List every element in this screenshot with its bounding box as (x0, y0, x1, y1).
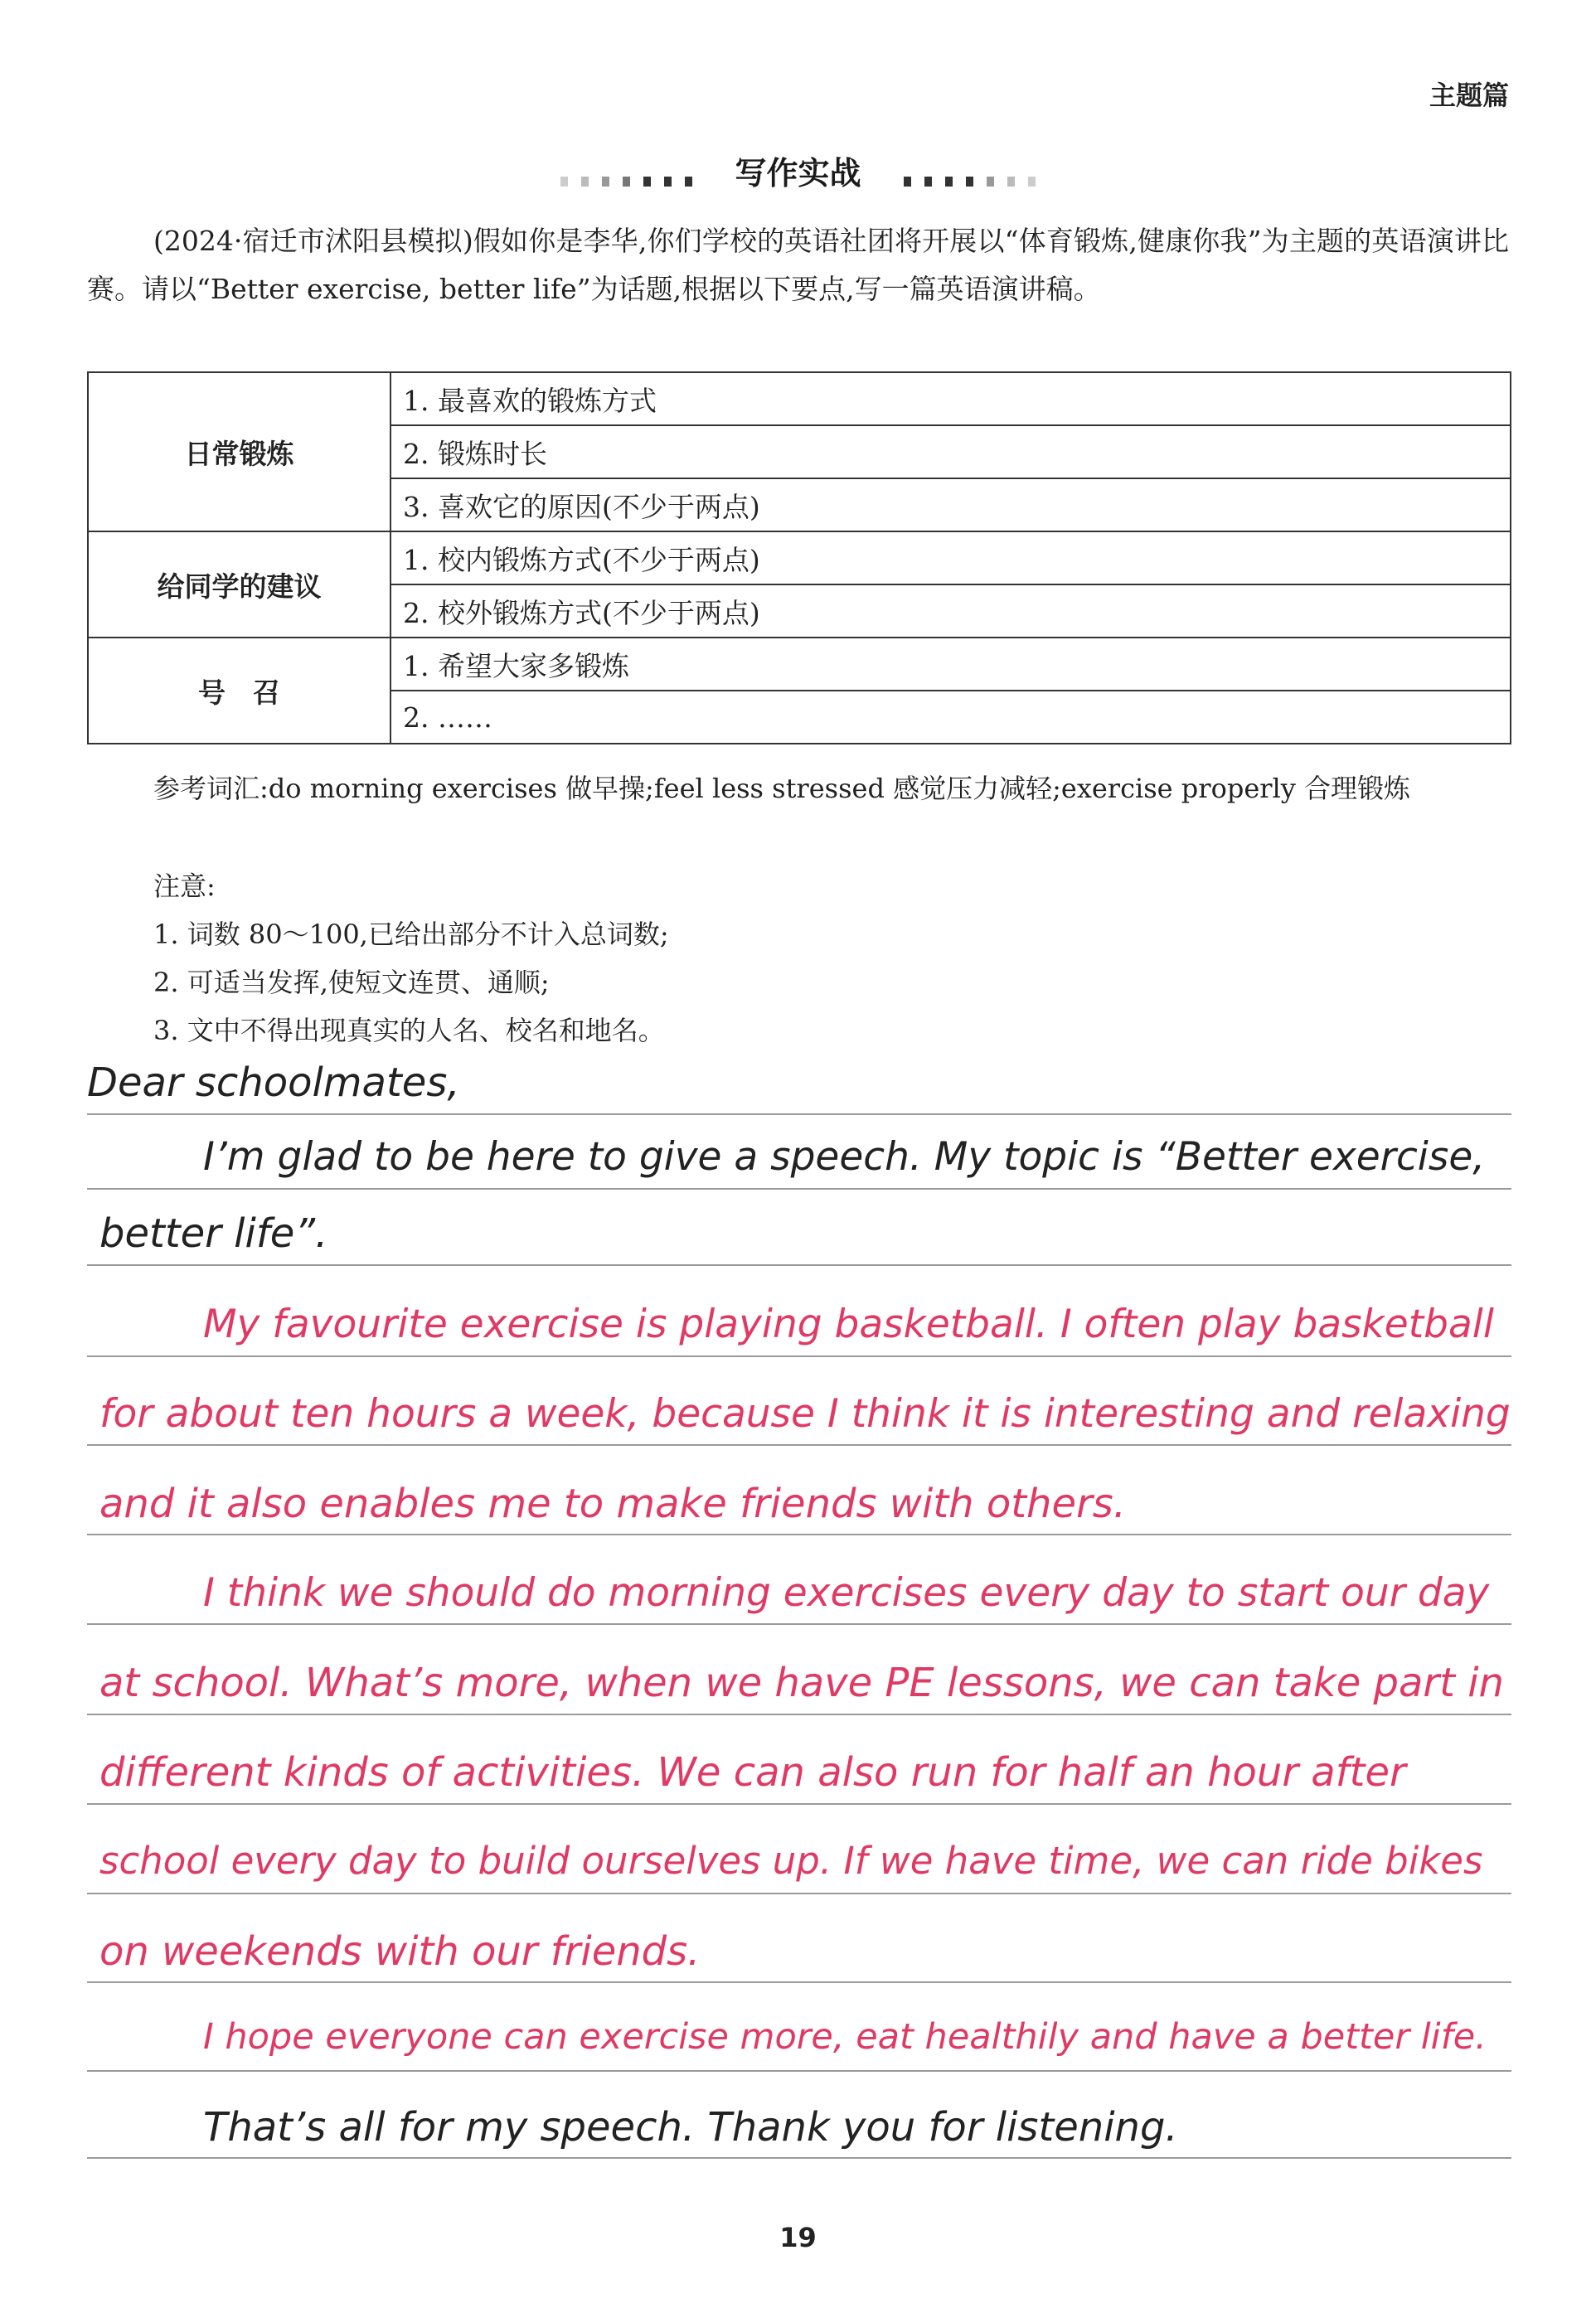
essay-answer-line: My favourite exercise is playing basketball. I often play basketball (203, 1302, 1494, 1347)
table-row (88, 372, 1511, 425)
notes-heading: 注意: (153, 870, 216, 902)
essay-given-line: I’m glad to be here to give a speech. My topic is “Better exercise, (203, 1134, 1486, 1180)
task-prompt: (2024·宿迁市沭阳县模拟)假如你是李华,你们学校的英语社团将开展以“体育锻炼,健康你我”为主题的英语演讲比赛。请以“Better exercise, better life”为话题,根据以下要点,写一篇英语演讲稿。 (87, 225, 1509, 305)
notes-item: 3. 文中不得出现真实的人名、校名和地名。 (153, 1015, 665, 1046)
section-title (0, 148, 1596, 194)
table-category: 号 召 (88, 638, 391, 744)
writing-line (87, 1444, 1511, 1446)
essay-answer-line: I hope everyone can exercise more, eat healthily and have a better life. (203, 2016, 1487, 2058)
outline-table (87, 371, 1511, 744)
notes (87, 862, 1509, 1055)
notes-item: 1. 词数 80～100,已给出部分不计入总词数; (153, 919, 669, 950)
writing-line (87, 1981, 1511, 1983)
title-dots-left (554, 158, 699, 194)
essay-answer-line: for about ten hours a week, because I think it is interesting and relaxing (99, 1391, 1511, 1437)
essay-salutation: Dear schoolmates, (87, 1060, 460, 1106)
table-category: 日常锻炼 (88, 372, 391, 531)
writing-line (87, 2157, 1511, 2159)
writing-line (87, 1264, 1511, 1266)
essay-answer-line: I think we should do morning exercises every day to start our day (203, 1570, 1490, 1616)
title-dots-right (897, 158, 1042, 194)
page-number: 19 (779, 2222, 817, 2253)
writing-line (87, 1893, 1511, 1894)
essay-answer-line: at school. What’s more, when we have PE lessons, we can take part in (99, 1660, 1504, 1706)
reference-vocabulary: 参考词汇:do morning exercises 做早操;feel less stressed 感觉压力减轻;exercise properly 合理锻炼 (153, 773, 1411, 804)
table-category: 给同学的建议 (88, 531, 391, 638)
writing-line (87, 2070, 1511, 2072)
writing-line (87, 1113, 1511, 1115)
writing-line (87, 1623, 1511, 1625)
section-title-text: 写作实战 (735, 155, 861, 192)
table-item: 3. 喜欢它的原因(不少于两点) (391, 478, 1511, 531)
essay-answer-line: on weekends with our friends. (99, 1928, 701, 1975)
essay-given-line: better life”. (99, 1210, 328, 1257)
table-row (88, 638, 1511, 691)
table-item: 1. 校内锻炼方式(不少于两点) (391, 531, 1511, 584)
writing-line (87, 1714, 1511, 1715)
table-item: 2. 锻炼时长 (391, 425, 1511, 478)
table-row (88, 531, 1511, 584)
writing-line (87, 1534, 1511, 1535)
table-item: 2. …… (391, 691, 1511, 744)
essay-answer-line: different kinds of activities. We can also run for half an hour after (99, 1749, 1406, 1796)
table-item: 1. 最喜欢的锻炼方式 (391, 372, 1511, 425)
notes-item: 2. 可适当发挥,使短文连贯、通顺; (153, 967, 550, 998)
table-item: 2. 校外锻炼方式(不少于两点) (391, 584, 1511, 638)
writing-line (87, 1188, 1511, 1190)
essay-answer-line: and it also enables me to make friends with others. (99, 1481, 1126, 1527)
section-category-label: 主题篇 (1429, 80, 1509, 111)
writing-line (87, 1355, 1511, 1357)
essay-closing: That’s all for my speech. Thank you for listening. (203, 2104, 1178, 2151)
essay-answer-line: school every day to build ourselves up. If we have time, we can ride bikes (99, 1839, 1483, 1883)
writing-line (87, 1803, 1511, 1805)
table-item: 1. 希望大家多锻炼 (391, 638, 1511, 691)
